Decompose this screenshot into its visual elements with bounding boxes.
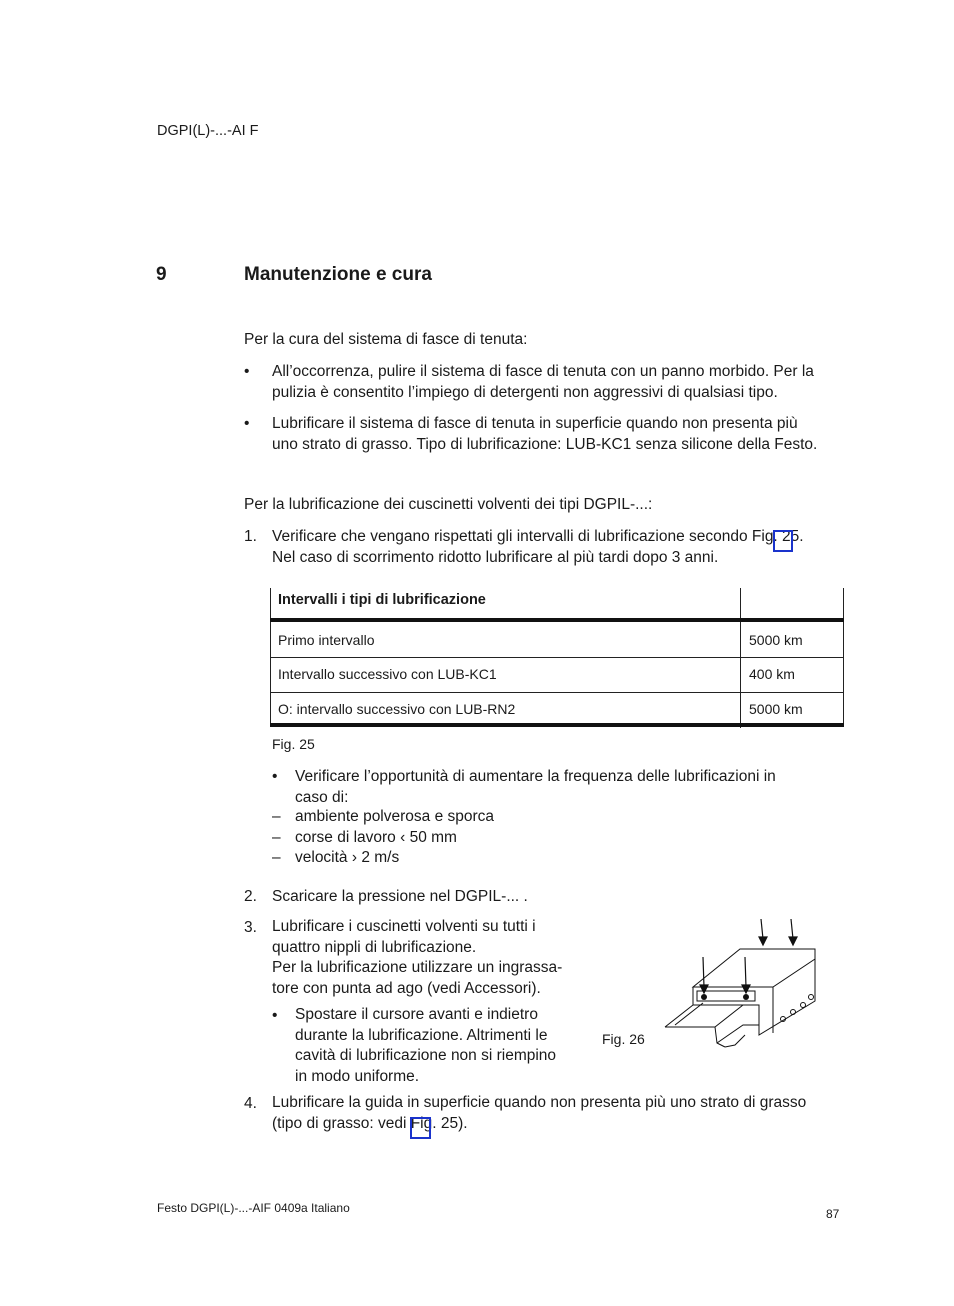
dash-item: – velocità › 2 m/s xyxy=(272,849,400,866)
table-header-row xyxy=(270,588,844,618)
bullet-text: Lubrificare il sistema di fasce di tenuta in superficie quando non presenta più uno strato di grasso. Tipo di lubrificazione: LUB-KC1 senza silicone della Festo. xyxy=(272,415,818,453)
table-cell-label: Intervallo successivo con LUB-KC1 xyxy=(278,666,497,682)
step-text: Scaricare la pressione nel DGPIL-... . xyxy=(272,888,528,905)
step-number: 2. xyxy=(244,888,257,905)
step-number: 1. xyxy=(244,528,257,545)
step-text: Verificare che vengano rispettati gli intervalli di lubrificazione secondo Fig. 25. Nel caso di scorrimento ridotto lubrificare al più tardi dopo 3 anni. xyxy=(272,528,804,566)
bullet-glyph: • xyxy=(244,363,250,380)
guide-illustration xyxy=(655,915,825,1055)
table-cell-value: 5000 km xyxy=(749,632,803,648)
fig-25-link[interactable] xyxy=(773,530,793,552)
table-row xyxy=(270,658,844,693)
bullet-glyph: • xyxy=(272,1007,278,1024)
section-number: 9 xyxy=(156,264,167,285)
fig-25-link-2[interactable] xyxy=(410,1117,431,1139)
step-text: Lubrificare la guida in superficie quando non presenta più uno strato di grasso (tipo di grasso: vedi Fig. 25). xyxy=(272,1094,807,1132)
footer-text: Festo DGPI(L)-...-AIF 0409a Italiano xyxy=(157,1201,350,1215)
nipple-right xyxy=(743,994,749,1000)
dash-item: – corse di lavoro ‹ 50 mm xyxy=(272,828,457,846)
table-cell-label: Primo intervallo xyxy=(278,632,375,648)
running-header: DGPI(L)-...-AI F xyxy=(157,123,259,139)
table-header-label: Intervalli i tipi di lubrificazione xyxy=(278,592,486,608)
table-cell-value: 400 km xyxy=(749,666,795,682)
intro-paragraph-2: Per la lubrificazione dei cuscinetti volventi dei tipi DGPIL-...: xyxy=(244,496,653,513)
figure-caption: Fig. 26 xyxy=(602,1031,645,1047)
step-number: 4. xyxy=(244,1095,257,1112)
section-title: Manutenzione e cura xyxy=(244,264,432,285)
dash-list xyxy=(272,807,494,869)
bullet-text: Spostare il cursore avanti e indietro durante la lubrificazione. Altrimenti le cavità di lubrificazione non si riempino in modo uniforme. xyxy=(295,1006,557,1085)
bullet-text: All’occorrenza, pulire il sistema di fasce di tenuta con un panno morbido. Per la pulizia è consentito l’impiego di detergenti non aggressivi di qualsiasi tipo. xyxy=(272,363,814,401)
table-cell-label: O: intervallo successivo con LUB-RN2 xyxy=(278,701,516,717)
bullet-glyph: • xyxy=(272,768,278,785)
figure-caption: Fig. 25 xyxy=(272,736,315,752)
page-number: 87 xyxy=(826,1207,840,1221)
step-number: 3. xyxy=(244,919,257,936)
bullet-glyph: • xyxy=(244,415,250,432)
bullet-text: Verificare l’opportunità di aumentare la frequenza delle lubrificazioni in caso di: xyxy=(295,768,776,806)
step-text: Lubrificare i cuscinetti volventi su tutti i quattro nippli di lubrificazione. Per la lubrificazione utilizzare un ingrassa- tore con punta ad ago (vedi Accessori). xyxy=(272,918,563,997)
table-row xyxy=(270,622,844,658)
nipple-left xyxy=(701,994,707,1000)
intro-paragraph: Per la cura del sistema di fasce di tenuta: xyxy=(244,331,528,348)
dash-item: – ambiente polverosa e sporca xyxy=(272,808,495,825)
table-row xyxy=(270,693,844,723)
table-cell-value: 5000 km xyxy=(749,701,803,717)
table-bottom-rule xyxy=(270,723,844,727)
lubrication-table xyxy=(270,588,844,728)
